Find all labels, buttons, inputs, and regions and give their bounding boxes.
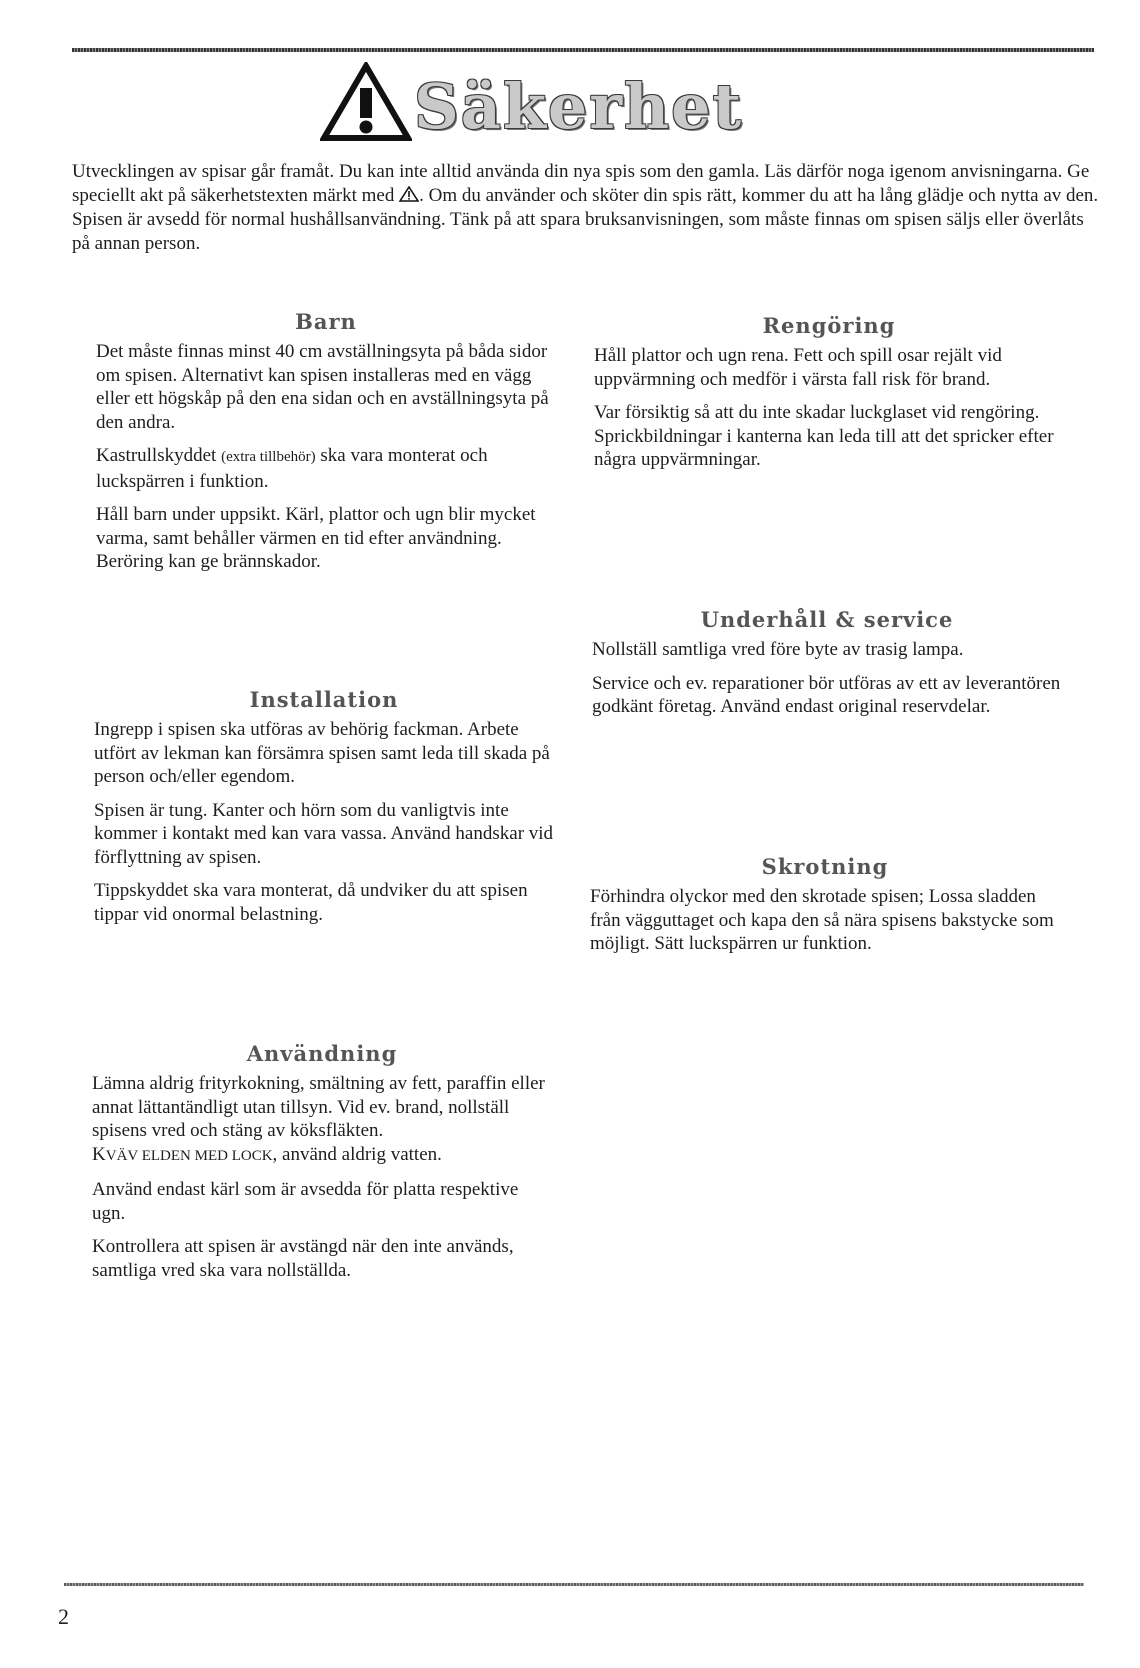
barn-paragraph-3: Håll barn under uppsikt. Kärl, plattor och ugn blir mycket varma, samt behåller värmen en tid efter användning. Beröring kan ge brännskador. [96, 504, 536, 572]
installation-paragraph-3: Tippskyddet ska vara monterat, då undviker du att spisen tippar vid onormal belastning. [94, 880, 528, 925]
page-number: 2 [58, 1604, 69, 1629]
top-divider [72, 48, 1094, 52]
rengoring-paragraph-1: Håll plattor och ugn rena. Fett och spill osar rejält vid uppvärmning och medför i värsta fall risk för brand. [594, 345, 1002, 390]
barn-p2-text-a: Kastrullskyddet [96, 445, 222, 466]
section-heading-underhall: Underhåll & service [700, 607, 954, 632]
skrotning-paragraph-1: Förhindra olyckor med den skrotade spisen; Lossa sladden från vägguttaget och kapa den så nära spisens bakstycke som möjligt. Sätt luckspärren ur funktion. [590, 886, 1054, 954]
anvandning-paragraph-1 [92, 1072, 552, 1168]
installation-paragraph-2: Spisen är tung. Kanter och hörn som du vanligtvis inte kommer i kontakt med kan vara vassa. Använd handskar vid förflyttning av spisen. [94, 799, 554, 868]
section-rengoring [594, 312, 1064, 482]
underhall-paragraph-1: Nollställ samtliga vred före byte av trasig lampa. [592, 639, 964, 660]
installation-paragraph-1: Ingrepp i spisen ska utföras av behörig fackman. Arbete utfört av lekman kan försämra spisen samt leda till skada på person och/eller egendom. [94, 719, 550, 787]
anvandning-p1-text: Lämna aldrig frityrkokning, smältning av fett, paraffin eller annat lättantändligt utan tillsyn. Vid ev. brand, nollställ spisens vred och stäng av köksfläkten. [92, 1073, 545, 1141]
rengoring-paragraph-2: Var försiktig så att du inte skadar luckglaset vid rengöring. Sprickbildningar i kanterna kan leda till att det spricker efter några uppvärmningar. [594, 402, 1054, 470]
page-header [320, 56, 820, 142]
intro-text-2: . Om du använder och sköter din spis rätt, kommer du att ha lång glädje och nytta av den. Spisen är avsedd för normal hushållsanvändning. Tänk på att spara bruksanvisningen, som måste finnas om spisen säljs eller överlåts på annan person. [72, 185, 1099, 254]
barn-p2-text-b: ska vara monterat och luckspärren i funktion. [96, 445, 488, 492]
warning-triangle-icon [320, 62, 412, 142]
intro-paragraph [72, 160, 1100, 256]
anvandning-paragraph-2: Använd endast kärl som är avsedda för platta respektive ugn. [92, 1179, 519, 1224]
section-heading-anvandning: Användning [246, 1041, 398, 1066]
section-underhall [592, 606, 1062, 729]
anvandning-caps-rest: VÄV ELDEN MED LOCK [105, 1147, 273, 1164]
barn-paragraph-1: Det måste finnas minst 40 cm avställningsyta på båda sidor om spisen. Alternativt kan spisen installeras med en vägg eller ett högskåp på den ena sidan och en avställningsyta på den andra. [96, 341, 549, 433]
section-heading-skrotning: Skrotning [761, 854, 889, 879]
anvandning-paragraph-3: Kontrollera att spisen är avstängd när den inte används, samtliga vred ska vara nollställda. [92, 1236, 514, 1281]
section-skrotning [590, 853, 1060, 966]
warning-triangle-icon [399, 186, 419, 202]
section-installation [94, 686, 554, 936]
section-anvandning [92, 1040, 552, 1292]
section-heading-barn: Barn [295, 309, 357, 334]
intro-text-1: Utvecklingen av spisar går framåt. Du kan inte alltid använda din nya spis som den gamla. Läs därför noga igenom anvisningarna. Ge speciellt akt på säkerhetstexten märkt med [72, 161, 1090, 206]
section-heading-installation: Installation [249, 687, 399, 712]
section-barn [96, 308, 556, 584]
anvandning-caps-k: K [92, 1143, 106, 1165]
underhall-paragraph-2: Service och ev. reparationer bör utföras av ett av leverantören godkänt företag. Använd endast original reservdelar. [592, 672, 1061, 717]
section-heading-rengoring: Rengöring [762, 313, 896, 338]
anvandning-p1-after: , använd aldrig vatten. [272, 1143, 442, 1165]
bottom-divider [64, 1583, 1084, 1586]
barn-p2-note: (extra tillbehör) [221, 449, 316, 465]
barn-paragraph-2 [96, 444, 556, 493]
page-title: Säkerhet [414, 70, 744, 143]
